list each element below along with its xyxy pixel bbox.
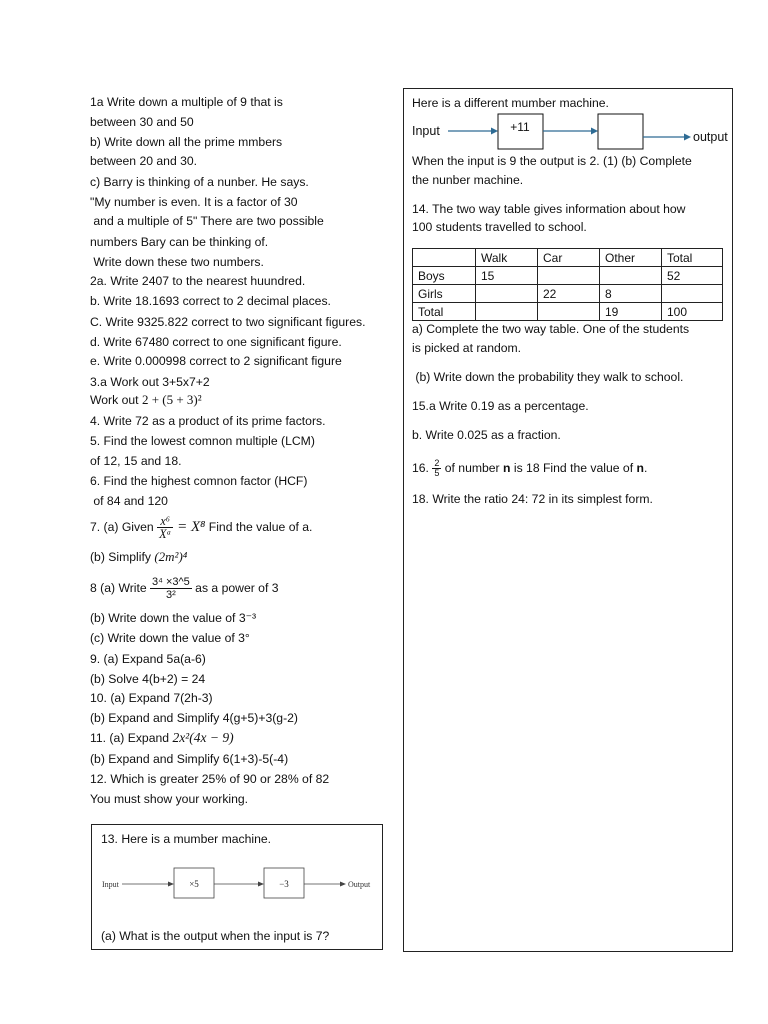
q5-line1: 5. Find the lowest comnon multiple (LCM) [90, 434, 315, 448]
q7a-fraction [157, 515, 173, 540]
q3b [90, 392, 202, 408]
table-cell: 100 [662, 303, 723, 321]
table-cell [476, 303, 538, 321]
q13-box1-label: ×5 [189, 879, 199, 889]
q11b: (b) Expand and Simplify 6(1+3)-5(-4) [90, 752, 289, 766]
q1c-line4: numbers Bary can be thinking of. [90, 235, 269, 249]
when-line2: the nunber machine. [412, 173, 524, 187]
table-cell [662, 285, 723, 303]
q2c: C. Write 9325.822 correct to two significant figures. [90, 315, 366, 329]
table-row [413, 267, 723, 285]
q8b-text: (b) Write down the value of [90, 611, 239, 625]
table-cell: Boys [413, 267, 476, 285]
q4: 4. Write 72 as a product of its prime factors. [90, 414, 326, 428]
q8a [90, 570, 279, 606]
q13-arrowhead-2 [258, 882, 264, 887]
q1b-line2: between 20 and 30. [90, 154, 198, 168]
q7a-prefix: 7. (a) Given [90, 520, 158, 534]
q11a-math: 2x²(4x − 9) [172, 730, 234, 745]
q1c-line1: c) Barry is thinking of a nunber. He says. [90, 175, 309, 189]
table-header-cell: Car [538, 249, 600, 267]
q3a: 3.a Work out 3+5x7+2 [90, 375, 210, 389]
q8a-denominator: 3² [166, 589, 176, 602]
machine-box-blank [598, 114, 643, 149]
q13-output-label: Output [348, 880, 371, 889]
q16-end: . [643, 461, 648, 475]
q7a-suffix: Find the value of a. [205, 520, 313, 534]
table-cell: 8 [600, 285, 662, 303]
when-line1: When the input is 9 the output is 2. (1) (b) Complete [412, 154, 692, 168]
q16-mid: of number [441, 461, 504, 475]
q10b: (b) Expand and Simplify 4(g+5)+3(g-2) [90, 711, 298, 725]
q7a [90, 512, 312, 542]
table-cell: Girls [413, 285, 476, 303]
q7b [90, 549, 187, 565]
table-cell: 52 [662, 267, 723, 285]
table-cell [476, 285, 538, 303]
q13-title: 13. Here is a mumber machine. [101, 832, 272, 846]
q8a-prefix: 8 (a) Write [90, 581, 151, 595]
table-cell: Total [413, 303, 476, 321]
q13-box2-label: −3 [279, 879, 289, 889]
q7b-text: (b) Simplify [90, 550, 155, 564]
q1b-line1: b) Write down all the prime mmbers [90, 135, 283, 149]
q13-input-label: Input [102, 880, 119, 889]
q7a-denominator: Xᵃ [159, 527, 172, 542]
table-cell [538, 303, 600, 321]
q16-mid2: is 18 Find the value of [510, 461, 637, 475]
q5-line2: of 12, 15 and 18. [90, 454, 182, 468]
q8b [90, 610, 256, 626]
q3b-text: Work out [90, 393, 142, 407]
q18: 18. Write the ratio 24: 72 in its simplest form. [412, 492, 653, 506]
table-header-cell: Other [600, 249, 662, 267]
q10a: 10. (a) Expand 7(2h-3) [90, 691, 213, 705]
q1c-line2: "My number is even. It is a factor of 30 [90, 195, 298, 209]
q13-box [91, 824, 383, 950]
q13-machine-diagram [100, 865, 375, 905]
q15b: b. Write 0.025 as a fraction. [412, 428, 561, 442]
q16-variable-2: n [636, 461, 644, 475]
q13-arrowhead-3 [340, 882, 346, 887]
q16-variable: n [503, 461, 511, 475]
q16-denominator: 5 [434, 468, 440, 479]
q6-line1: 6. Find the highest comnon factor (HCF) [90, 474, 308, 488]
q2b: b. Write 18.1693 correct to 2 decimal places. [90, 294, 331, 308]
table-header-row [413, 249, 723, 267]
q1c-line5: Write down these two numbers. [90, 255, 264, 269]
q16-numerator: 2 [434, 458, 440, 469]
q12-line1: 12. Which is greater 25% of 90 or 28% of 82 [90, 772, 330, 786]
q8a-numerator: 3⁴ ×3^5 [152, 576, 190, 589]
q2a: 2a. Write 2407 to the nearest huundred. [90, 274, 306, 288]
q2d: d. Write 67480 correct to one significant figure. [90, 335, 342, 349]
q14-line2: 100 students travelled to school. [412, 220, 587, 234]
q16-prefix: 16. [412, 461, 433, 475]
machine-box1-label: +11 [510, 120, 530, 134]
machine-output-label: output [693, 130, 728, 144]
two-way-table [412, 248, 723, 321]
table-cell: 22 [538, 285, 600, 303]
q6-line2: of 84 and 120 [90, 494, 168, 508]
q1a-line1: 1a Write down a multiple of 9 that is [90, 95, 283, 109]
q7a-equation: = X⁸ [173, 519, 206, 535]
table-header-cell [413, 249, 476, 267]
machine-input-label: Input [412, 124, 440, 138]
q14a-line2: is picked at random. [412, 341, 522, 355]
table-cell [600, 267, 662, 285]
right-panel [403, 88, 733, 952]
q14b: (b) Write down the probability they walk to school. [412, 370, 684, 384]
q12-line2: You must show your working. [90, 792, 249, 806]
table-header-cell: Walk [476, 249, 538, 267]
q9a: 9. (a) Expand 5a(a-6) [90, 652, 206, 666]
q2e: e. Write 0.000998 correct to 2 significant figure [90, 354, 342, 368]
q8a-suffix: as a power of 3 [191, 581, 279, 595]
machine-intro: Here is a different mumber machine. [412, 96, 609, 110]
q3b-math: 2 + (5 + 3)² [141, 392, 202, 407]
q1c-line3: and a multiple of 5" There are two possible [90, 214, 324, 228]
q15a: 15.a Write 0.19 as a percentage. [412, 399, 589, 413]
table-header-cell: Total [662, 249, 723, 267]
q11a-text: 11. (a) Expand [90, 731, 173, 745]
q7a-numerator: x⁶ [157, 515, 173, 528]
q8a-fraction [150, 576, 192, 601]
q16 [412, 453, 647, 483]
q16-fraction [432, 459, 441, 478]
number-machine-diagram [410, 111, 738, 153]
q14-line1: 14. The two way table gives information about how [412, 202, 686, 216]
q14a-line1: a) Complete the two way table. One of the students [412, 322, 690, 336]
machine-arrowhead-3 [684, 134, 691, 141]
q13-arrowhead-1 [168, 882, 174, 887]
q7b-math: (2m²)⁴ [154, 549, 188, 564]
q9b: (b) Solve 4(b+2) = 24 [90, 672, 206, 686]
q1a-line2: between 30 and 50 [90, 115, 194, 129]
machine-arrowhead-1 [491, 128, 498, 135]
table-cell [538, 267, 600, 285]
machine-arrowhead-2 [591, 128, 598, 135]
q11a [90, 730, 234, 746]
table-row [413, 285, 723, 303]
q13-question: (a) What is the output when the input is 7? [101, 929, 330, 943]
q8b-math: 3⁻³ [238, 611, 257, 625]
table-row [413, 303, 723, 321]
table-cell: 15 [476, 267, 538, 285]
table-cell: 19 [600, 303, 662, 321]
q8c: (c) Write down the value of 3° [90, 631, 250, 645]
